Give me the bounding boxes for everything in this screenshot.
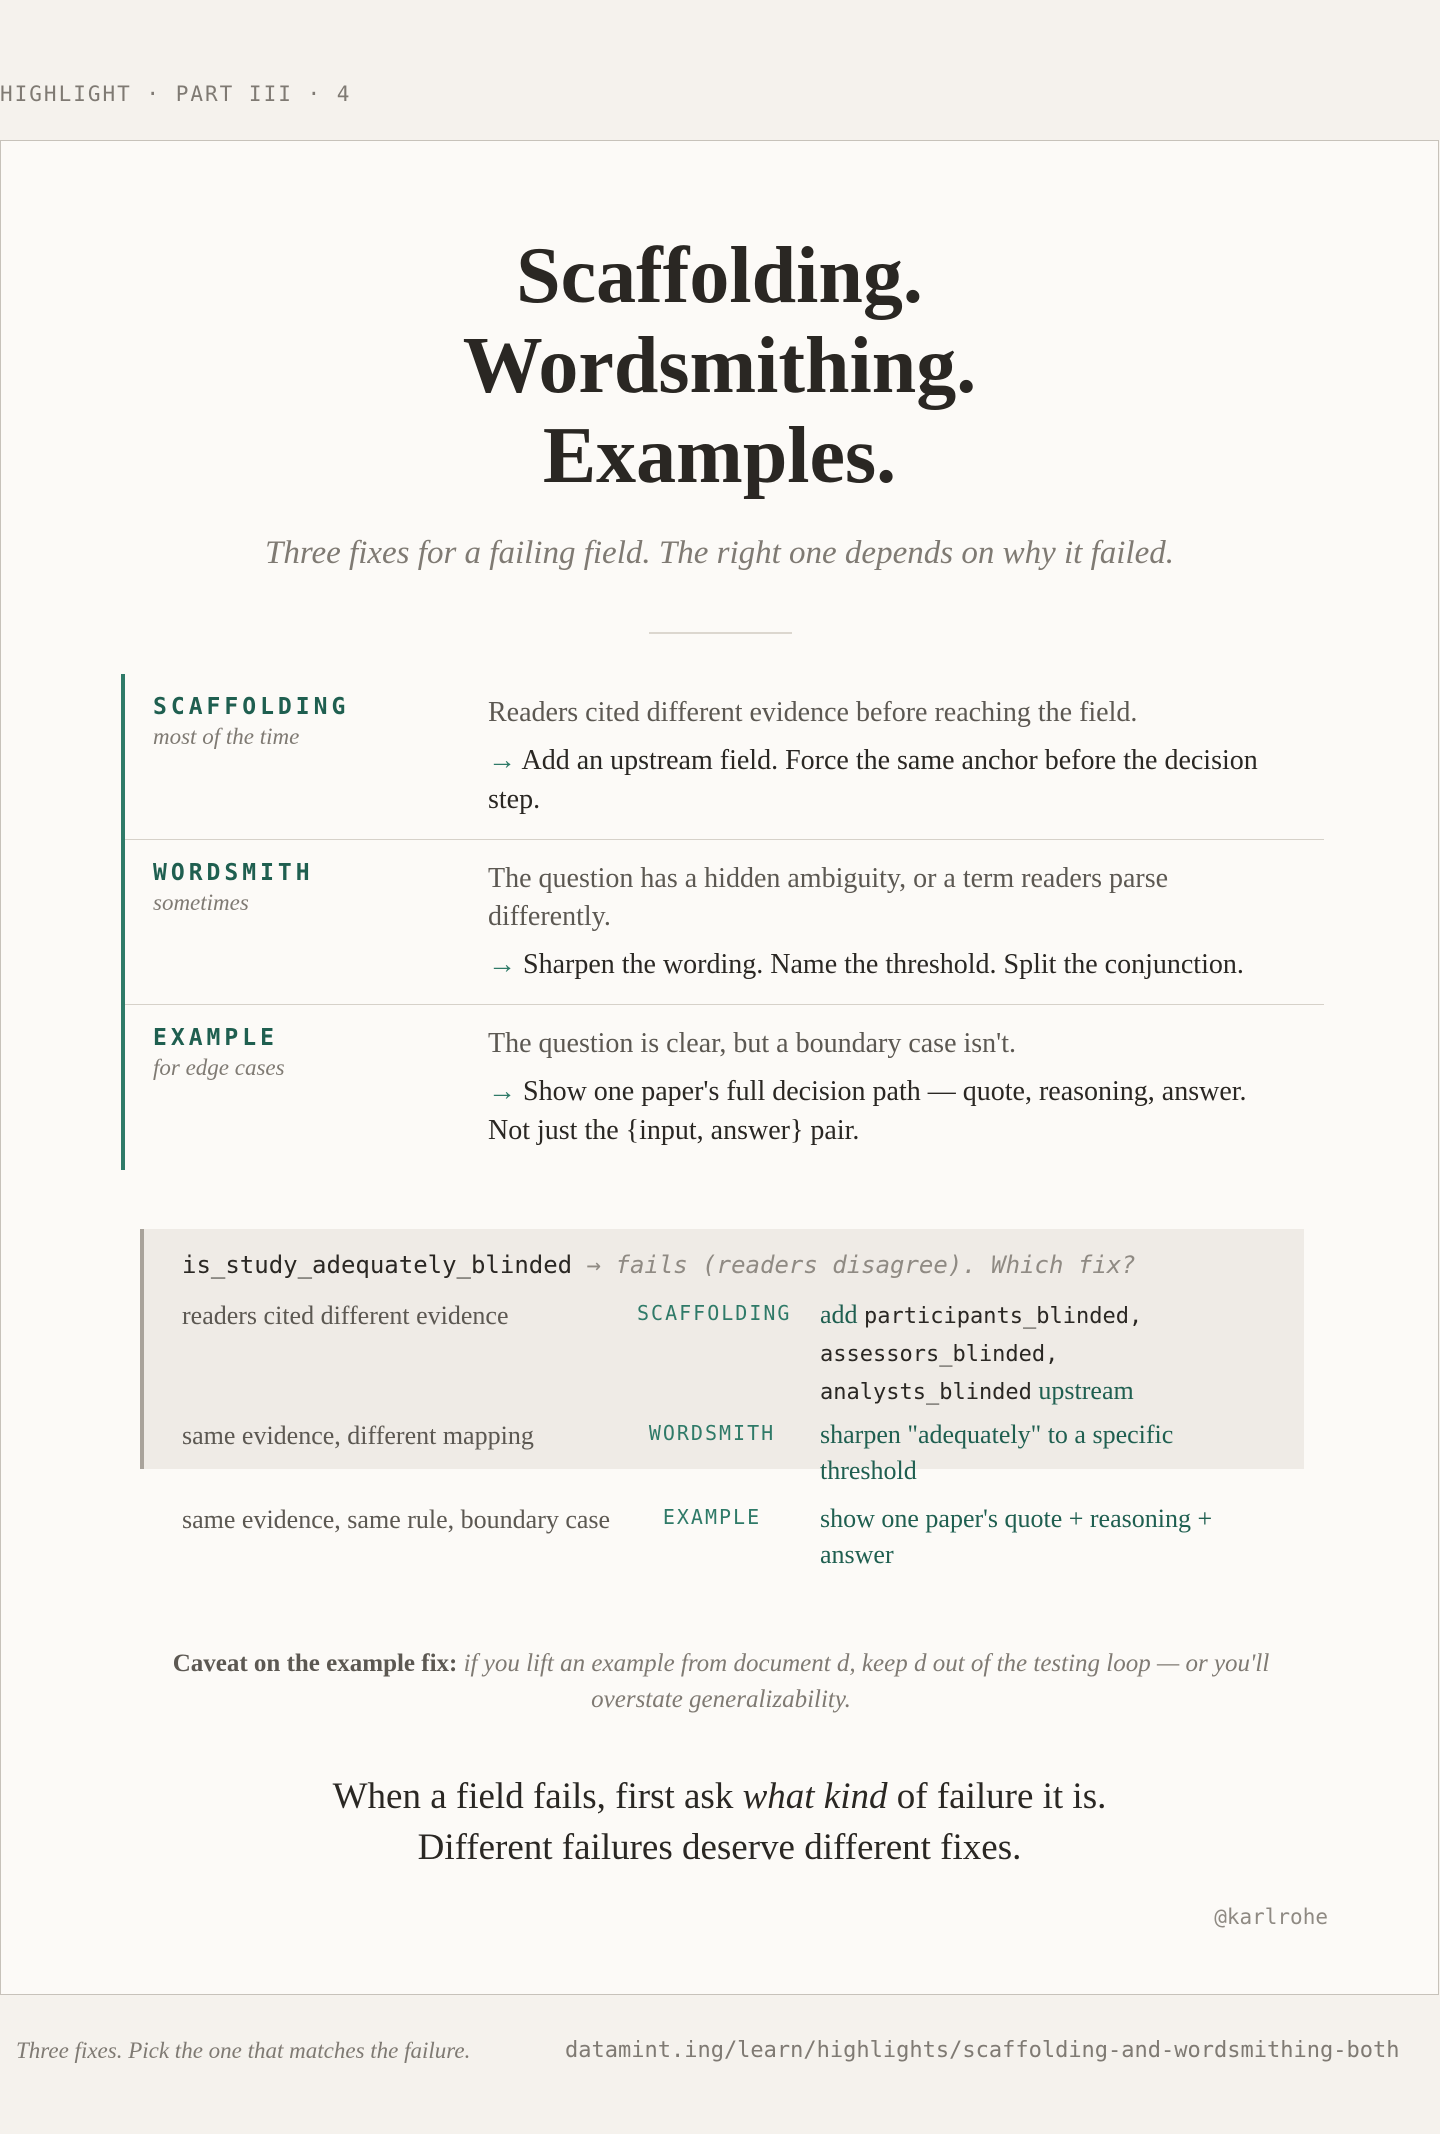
worked-example [140,1229,1304,1569]
fix-name: WORDSMITH [153,860,314,886]
example-case: same evidence, same rule, boundary case [182,1505,611,1534]
author-handle: @karlrohe [1214,1905,1328,1929]
fix-action [488,741,1278,819]
title-line-2: Wordsmithing. [462,322,977,410]
closing-emphasis: what kind [742,1776,888,1817]
footer-url[interactable]: datamint.ing/learn/highlights/scaffolding-and-wordsmithing-both [565,2038,1400,2063]
example-tag: SCAFFOLDING [637,1301,792,1325]
divider [649,632,792,634]
fix-frequency: most of the time [153,724,300,749]
fix-action [488,945,1278,984]
fix-wordsmith [125,840,1324,1005]
fix-scaffolding [125,674,1324,840]
closing-line-2: Different failures deserve different fixes. [417,1827,1022,1868]
arrow-right-icon: → [586,1251,602,1279]
remedy-prefix: add [820,1300,858,1329]
fix-cause: The question has a hidden ambiguity, or a term readers parse differently. [488,863,1169,932]
example-tag: EXAMPLE [662,1505,762,1529]
fix-frequency: sometimes [153,890,249,915]
highlight-card [0,140,1439,1995]
closing-post: of failure it is. [896,1776,1107,1817]
title-line-1: Scaffolding. [516,232,923,320]
fix-action-text: Show one paper's full decision path — quote, reasoning, answer. Not just the {input, answer} pair. [488,1076,1247,1146]
section-kicker: HIGHLIGHT · PART III · 4 [0,82,352,106]
closing-statement [1,1771,1438,1873]
remedy-suffix: upstream [1038,1376,1134,1405]
arrow-right-icon: → [488,949,516,980]
fix-action [488,1072,1278,1150]
example-case: readers cited different evidence [182,1301,509,1330]
subtitle: Three fixes for a failing field. The right one depends on why it failed. [265,535,1174,571]
example-case: same evidence, different mapping [182,1421,534,1450]
arrow-right-icon: → [488,745,516,776]
fix-name: SCAFFOLDING [153,694,350,720]
example-remedy: show one paper's quote + reasoning + answer [820,1504,1213,1569]
code-token: assessors_blinded, [820,1342,1059,1367]
fix-cause: Readers cited different evidence before reaching the field. [488,697,1138,728]
code-token: analysts_blinded [820,1380,1032,1405]
arrow-right-icon: → [488,1076,516,1107]
fix-action-text: Sharpen the wording. Name the threshold. Split the conjunction. [523,949,1244,980]
field-name: is_study_adequately_blinded [182,1251,573,1279]
code-token: participants_blinded, [864,1304,1143,1329]
caveat-label: Caveat on the example fix: [172,1650,458,1677]
example-remedy [820,1297,1260,1411]
fix-cause: The question is clear, but a boundary case isn't. [488,1028,1016,1059]
caveat [141,1646,1301,1718]
fix-example [125,1005,1324,1170]
closing-pre: When a field fails, first ask [332,1776,734,1817]
fix-name: EXAMPLE [153,1025,278,1051]
fix-action-text: Add an upstream field. Force the same anchor before the decision step. [488,745,1258,815]
page-title [1,231,1438,501]
footer-tagline: Three fixes. Pick the one that matches the failure. [16,2038,471,2063]
example-note: fails (readers disagree). Which fix? [615,1251,1136,1279]
fix-frequency: for edge cases [153,1055,285,1080]
title-line-3: Examples. [542,412,897,500]
closing-line-1 [1,1771,1438,1822]
example-remedy: sharpen "adequately" to a specific threshold [820,1420,1174,1485]
example-header [182,1251,1136,1279]
caveat-text: if you lift an example from document d, keep d out of the testing loop — or you'll overstate generalizability. [463,1650,1270,1713]
fix-list [121,674,1324,1170]
example-tag: WORDSMITH [648,1421,776,1445]
